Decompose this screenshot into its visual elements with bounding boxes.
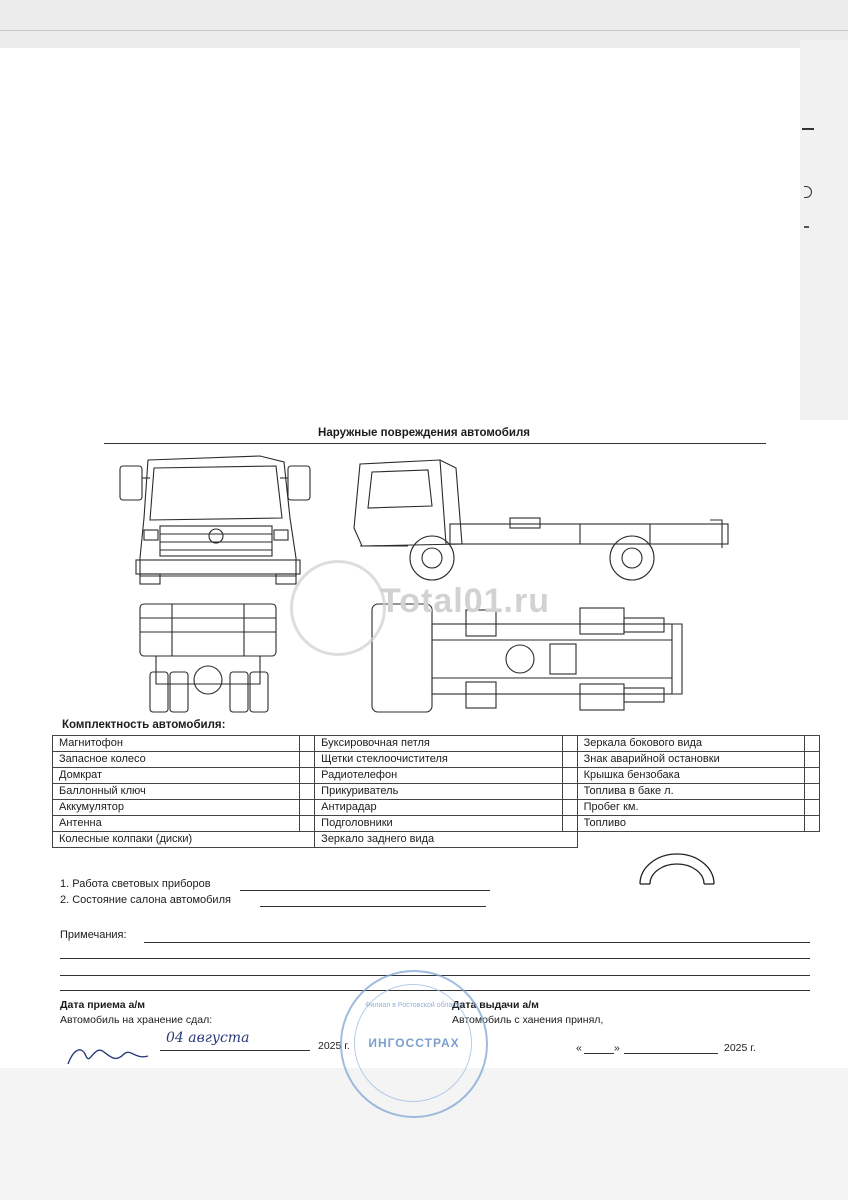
table-row (53, 800, 820, 816)
stamp-arc-text: Филиал в Ростовской области (365, 1002, 463, 1009)
checkbox[interactable] (805, 800, 820, 816)
table-cell: Подголовники (315, 816, 563, 832)
checkbox[interactable] (300, 816, 315, 832)
checkbox[interactable] (562, 752, 577, 768)
intake-year: 2025 г. (318, 1040, 350, 1052)
table-cell: Антенна (53, 816, 300, 832)
watermark-logo (290, 560, 386, 656)
table-row (53, 816, 820, 832)
table-cell: Запасное колесо (53, 752, 300, 768)
intake-date-line (160, 1050, 310, 1051)
interior-field[interactable] (260, 894, 486, 907)
checkbox[interactable] (805, 768, 820, 784)
notes-label: Примечания: (60, 929, 127, 941)
checkbox[interactable] (562, 784, 577, 800)
table-cell: Крышка бензобака (577, 768, 804, 784)
release-day-line[interactable] (584, 1053, 614, 1054)
checkbox[interactable] (805, 752, 820, 768)
watermark: Total01.ru (380, 582, 550, 620)
table-row (53, 752, 820, 768)
release-text: Автомобиль с ханения принял, (452, 1014, 604, 1026)
release-quote-mid: » (614, 1042, 620, 1054)
table-cell: Магнитофон (53, 736, 300, 752)
checkbox[interactable] (562, 768, 577, 784)
truck-side-view (354, 460, 728, 580)
table-cell: Щетки стеклоочистителя (315, 752, 563, 768)
truck-rear-view (140, 604, 276, 712)
signature (64, 1040, 154, 1070)
release-quote-open: « (576, 1042, 582, 1054)
table-cell: Буксировочная петля (315, 736, 563, 752)
checkbox[interactable] (562, 736, 577, 752)
checkbox[interactable] (300, 800, 315, 816)
stamp-text: ИНГОССТРАХ (368, 1036, 460, 1050)
checkbox[interactable] (300, 768, 315, 784)
release-date-label: Дата выдачи а/м (452, 999, 539, 1011)
table-cell: Домкрат (53, 768, 300, 784)
table-cell: Колесные колпаки (диски) (53, 832, 315, 848)
checkbox[interactable] (300, 752, 315, 768)
checkbox[interactable] (562, 816, 577, 832)
scan-edge-mark (804, 226, 809, 228)
table-row (53, 768, 820, 784)
checkbox[interactable] (805, 816, 820, 832)
equipment-title: Комплектность автомобиля: (62, 719, 226, 731)
intake-date-label: Дата приема а/м (60, 999, 146, 1011)
check-item-interior: 2. Состояние салона автомобиля (60, 894, 231, 906)
scan-top-line (0, 30, 848, 31)
company-stamp (340, 970, 488, 1118)
scan-right-strip (800, 40, 848, 420)
notes-line[interactable] (60, 958, 810, 959)
table-cell-empty (805, 832, 820, 848)
table-cell: Топливо (577, 816, 804, 832)
lights-field[interactable] (240, 878, 490, 891)
release-month-line[interactable] (624, 1053, 718, 1054)
checkbox[interactable] (805, 784, 820, 800)
title-rule (104, 443, 766, 444)
notes-line[interactable] (144, 942, 810, 943)
page-title: Наружные повреждения автомобиля (318, 427, 530, 439)
checkbox[interactable] (562, 800, 577, 816)
check-item-lights: 1. Работа световых приборов (60, 878, 211, 890)
truck-front-view (120, 456, 310, 584)
intake-handwritten-date: 04 августа (166, 1030, 250, 1046)
checkbox[interactable] (300, 736, 315, 752)
table-row (53, 832, 820, 848)
table-cell: Пробег км. (577, 800, 804, 816)
checkbox[interactable] (300, 784, 315, 800)
table-cell: Знак аварийной остановки (577, 752, 804, 768)
table-cell: Зеркала бокового вида (577, 736, 804, 752)
checkbox[interactable] (805, 736, 820, 752)
table-cell: Аккумулятор (53, 800, 300, 816)
table-row (53, 784, 820, 800)
release-year: 2025 г. (724, 1042, 756, 1054)
table-cell: Топлива в баке л. (577, 784, 804, 800)
intake-text: Автомобиль на хранение сдал: (60, 1014, 213, 1026)
table-cell: Антирадар (315, 800, 563, 816)
scan-edge-mark (802, 128, 814, 130)
arch-sketch (636, 850, 718, 886)
table-cell: Зеркало заднего вида (315, 832, 577, 848)
table-cell: Прикуриватель (315, 784, 563, 800)
scan-top-strip (0, 0, 848, 48)
table-cell: Баллонный ключ (53, 784, 300, 800)
table-row (53, 736, 820, 752)
table-cell-empty (577, 832, 804, 848)
table-cell: Радиотелефон (315, 768, 563, 784)
equipment-table (52, 735, 820, 848)
